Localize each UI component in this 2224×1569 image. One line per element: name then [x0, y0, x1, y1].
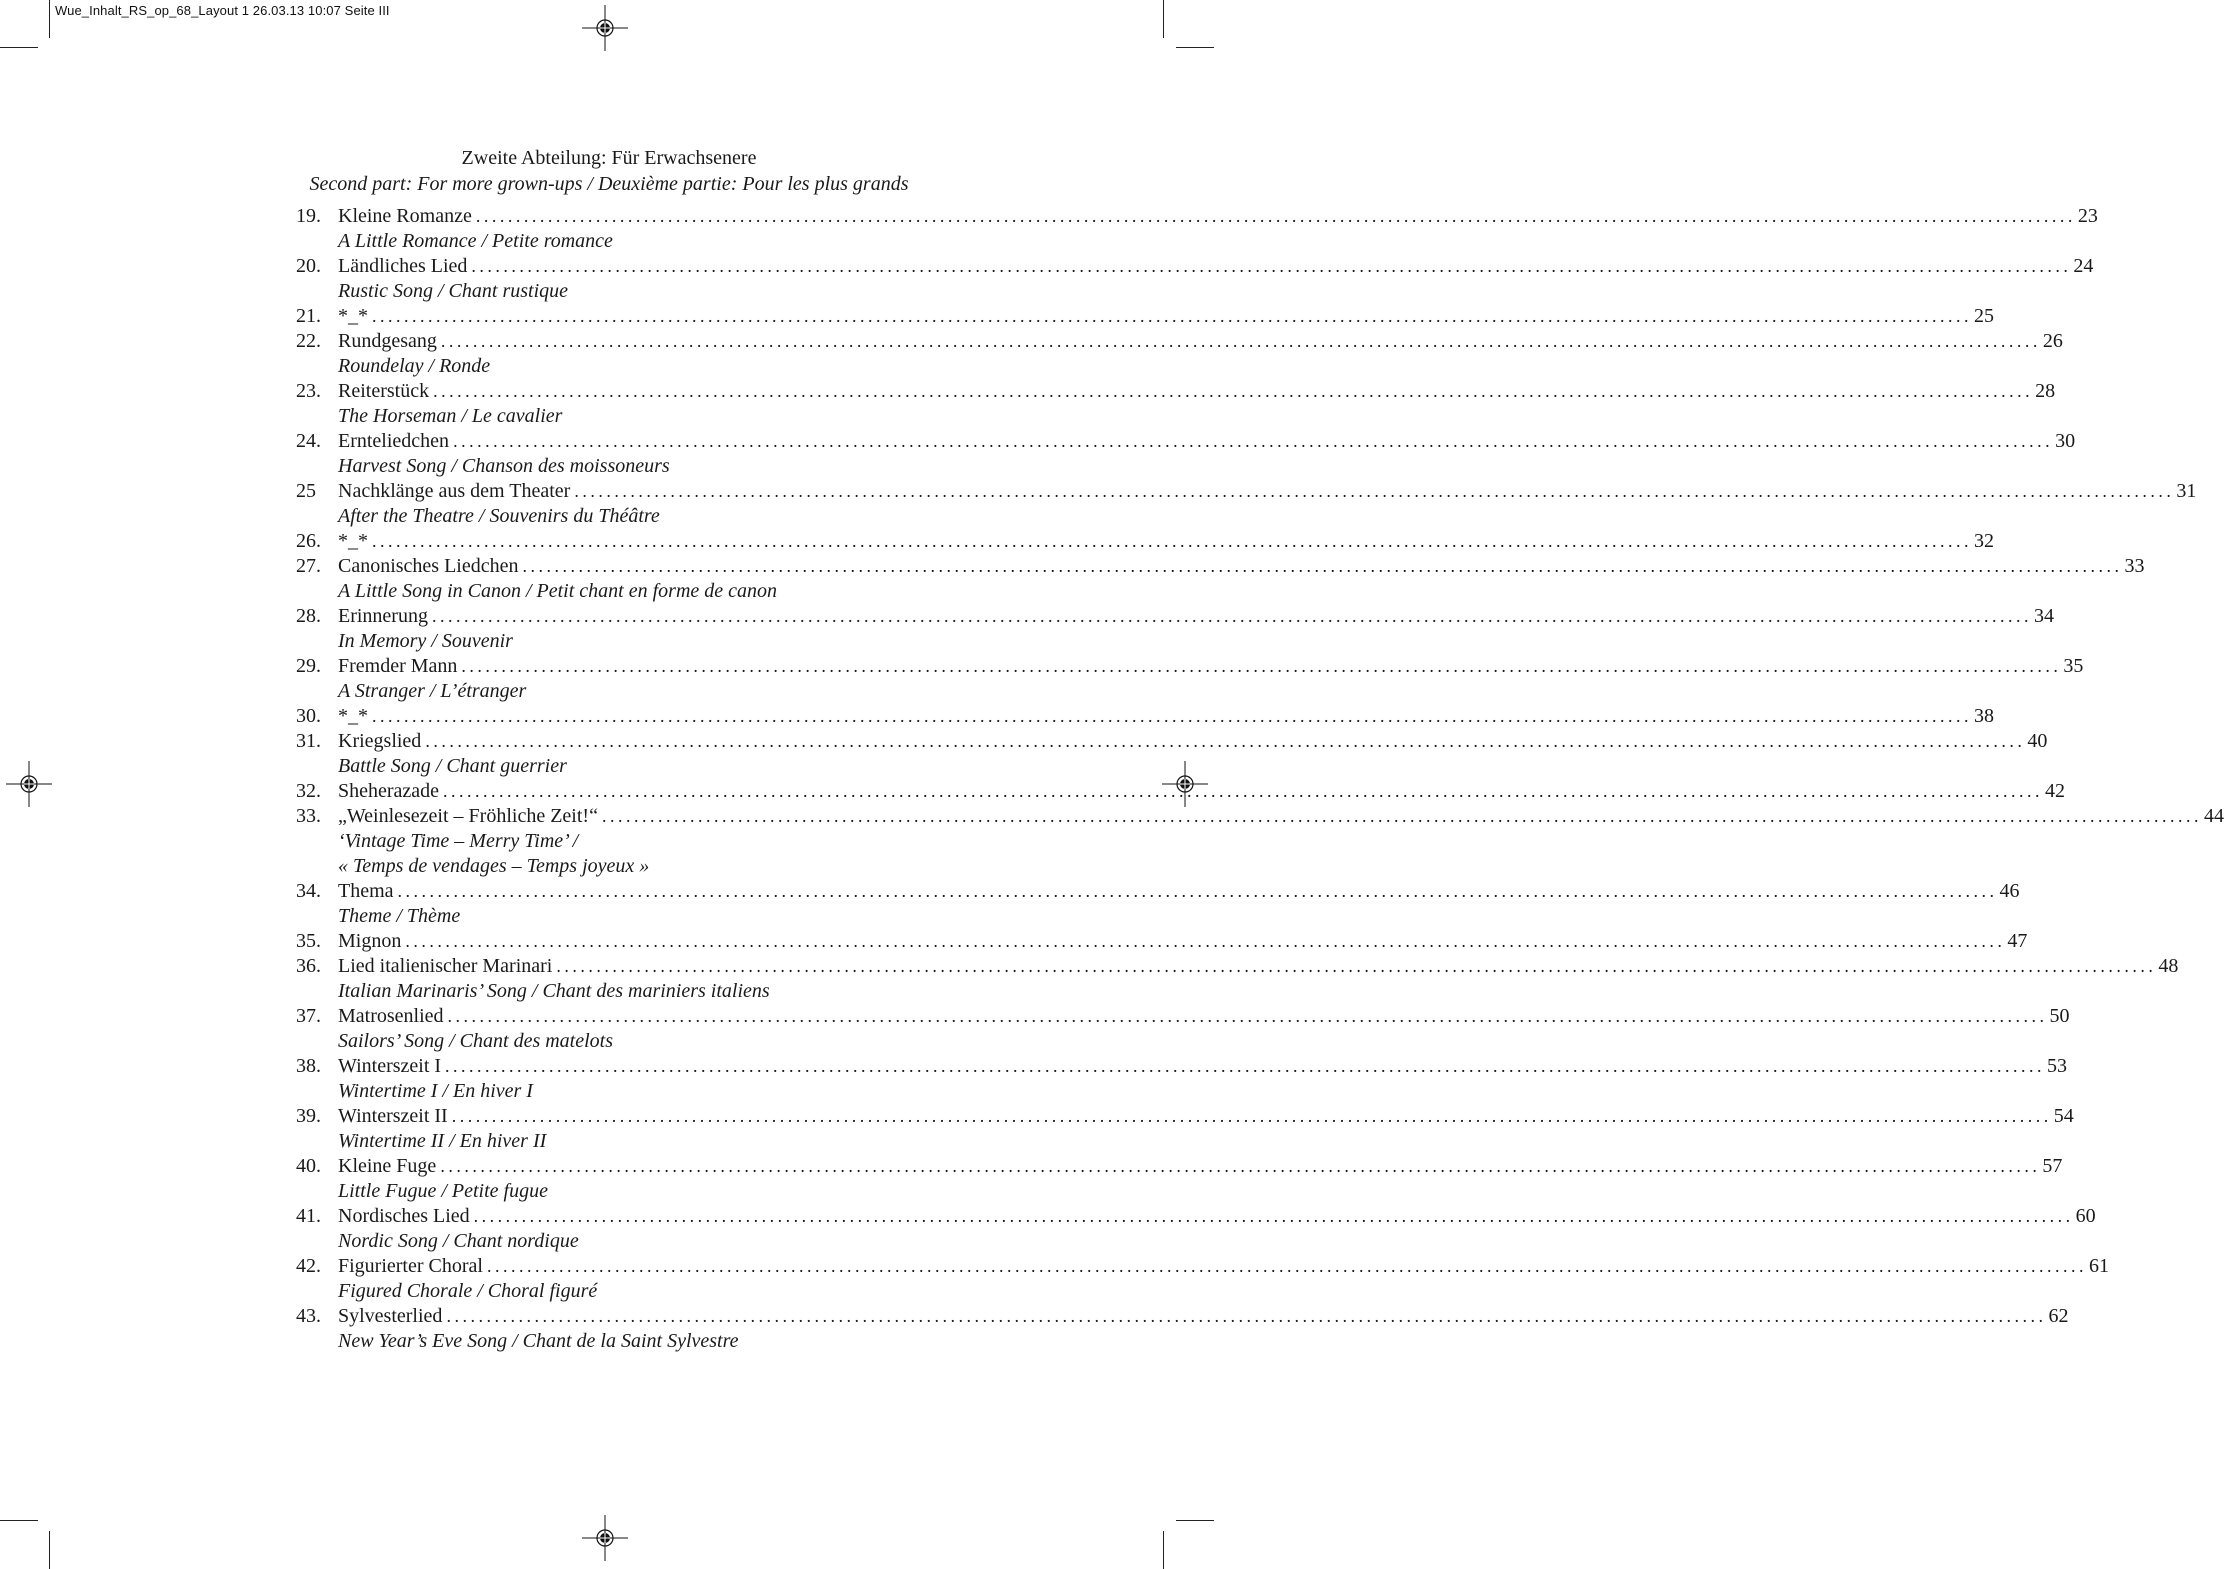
entry-body	[338, 1004, 2070, 1029]
leader-dots: ........................................................................................................................................................................................................	[473, 1206, 2074, 1226]
entry-translation-body	[338, 1029, 922, 1054]
entry-translation: A Little Song in Canon / Petit chant en forme de canon	[338, 580, 778, 602]
entry-number: 26.	[296, 530, 321, 552]
toc-entry	[296, 1154, 2063, 1179]
entry-body	[338, 304, 1994, 329]
entry-title: Sheherazade	[338, 780, 440, 802]
entry-page: 34	[2033, 605, 2054, 627]
entry-translation-body	[338, 1279, 922, 1304]
entry-page: 62	[2048, 1305, 2069, 1327]
toc-entry-translation	[296, 629, 922, 654]
entry-number: 25	[296, 480, 316, 502]
entry-translation-body	[338, 1179, 922, 1204]
entry-title: *_*	[338, 530, 368, 552]
entry-page: 33	[2124, 555, 2145, 577]
entry-title: Matrosenlied	[338, 1005, 444, 1027]
entry-translation-body	[338, 754, 922, 779]
entry-page: 31	[2176, 480, 2197, 502]
entry-translation-body	[338, 1079, 922, 1104]
entry-body	[338, 1254, 2109, 1279]
entry-translation: Wintertime II / En hiver II	[338, 1130, 547, 1152]
entry-body	[338, 1104, 2074, 1129]
entry-translation-body	[338, 854, 922, 879]
entry-translation-body	[338, 1329, 922, 1354]
leader-dots: ........................................................................................................................................................................................................	[443, 781, 2044, 801]
leader-dots: ........................................................................................................................................................................................................	[471, 256, 2072, 276]
toc-entry-translation	[296, 904, 922, 929]
toc-entry	[296, 479, 2197, 504]
toc-entry-translation	[296, 854, 922, 879]
entry-body	[338, 554, 2145, 579]
section-header	[300, 145, 918, 197]
entry-number: 19.	[296, 205, 321, 227]
entry-title: Nordisches Lied	[338, 1205, 470, 1227]
entry-body	[338, 1154, 2063, 1179]
toc-entry-translation	[296, 1179, 922, 1204]
entry-page: 46	[1999, 880, 2020, 902]
entry-translation: A Little Romance / Petite romance	[338, 230, 613, 252]
entry-body	[338, 204, 2098, 229]
entry-number: 40.	[296, 1155, 321, 1177]
leader-dots: ........................................................................................................................................................................................................	[486, 1256, 2087, 1276]
entry-body	[338, 779, 2066, 804]
entry-page: 53	[2047, 1055, 2068, 1077]
entry-translation-body	[338, 979, 922, 1004]
entry-translation: After the Theatre / Souvenirs du Théâtre	[338, 505, 660, 527]
entry-translation: Little Fugue / Petite fugue	[338, 1180, 548, 1202]
entry-body	[338, 804, 2224, 829]
entry-page: 48	[2158, 955, 2179, 977]
entry-body	[338, 1304, 2069, 1329]
crop-mark-top-left-v	[49, 0, 50, 38]
toc-entry-translation	[296, 504, 922, 529]
entry-number: 41.	[296, 1205, 321, 1227]
entry-page: 23	[2077, 205, 2098, 227]
entry-title: Rundgesang	[338, 330, 437, 352]
entry-body	[338, 254, 2094, 279]
entry-body	[338, 329, 2063, 354]
crop-mark-bottom-left-v	[49, 1531, 50, 1569]
entry-title: Winterszeit II	[338, 1105, 448, 1127]
entry-translation: ‘Vintage Time – Merry Time’ /	[338, 830, 579, 852]
registration-mark-bottom-icon	[582, 1515, 628, 1561]
entry-translation: Rustic Song / Chant rustique	[338, 280, 568, 302]
entry-number: 21.	[296, 305, 321, 327]
crop-mark-top-right-h	[1176, 47, 1214, 48]
entry-title: Thema	[338, 880, 394, 902]
leader-dots: ........................................................................................................................................................................................................	[447, 1006, 2048, 1026]
toc-entry	[296, 1104, 2074, 1129]
leader-dots: ........................................................................................................................................................................................................	[445, 1056, 2046, 1076]
entry-body	[338, 529, 1994, 554]
entry-number: 38.	[296, 1055, 321, 1077]
entry-number: 39.	[296, 1105, 321, 1127]
toc-entry-translation	[296, 579, 922, 604]
toc-entry	[296, 779, 2066, 804]
entry-title: Winterszeit I	[338, 1055, 442, 1077]
toc-entry-translation	[296, 1329, 922, 1354]
entry-translation-body	[338, 1229, 922, 1254]
entry-number: 43.	[296, 1305, 321, 1327]
section-title: Zweite Abteilung: Für Erwachsenere	[461, 147, 757, 169]
entry-body	[338, 604, 2054, 629]
entry-title: Sylvesterlied	[338, 1305, 443, 1327]
toc-entry	[296, 304, 1994, 329]
entry-title: Kriegslied	[338, 730, 422, 752]
entry-translation: Italian Marinaris’ Song / Chant des mariniers italiens	[338, 980, 770, 1002]
toc-entry	[296, 804, 2224, 829]
crop-mark-top-right-v	[1163, 0, 1164, 38]
toc-entry	[296, 879, 2020, 904]
toc-entry-translation	[296, 1229, 922, 1254]
entry-title: Kleine Romanze	[338, 205, 472, 227]
entry-number: 23.	[296, 380, 321, 402]
leader-dots: ........................................................................................................................................................................................................	[405, 931, 2006, 951]
toc-entry	[296, 254, 2094, 279]
entry-number: 28.	[296, 605, 321, 627]
toc-entry	[296, 529, 1994, 554]
toc-entry	[296, 654, 2084, 679]
section-subtitle: Second part: For more grown-ups / Deuxième partie: Pour les plus grands	[309, 173, 909, 195]
entry-number: 29.	[296, 655, 321, 677]
entry-translation: New Year’s Eve Song / Chant de la Saint Sylvestre	[338, 1330, 739, 1352]
entry-number: 33.	[296, 805, 321, 827]
entry-title: Nachklänge aus dem Theater	[338, 480, 571, 502]
entry-page: 54	[2053, 1105, 2074, 1127]
entry-number: 24.	[296, 430, 321, 452]
entry-page: 47	[2007, 930, 2028, 952]
entry-page: 32	[1974, 530, 1994, 552]
entry-page: 38	[1974, 705, 1994, 727]
leader-dots: ........................................................................................................................................................................................................	[461, 656, 2062, 676]
toc-entry-translation	[296, 404, 922, 429]
entry-translation-body	[338, 229, 922, 254]
entry-translation-body	[338, 629, 922, 654]
toc-entry-translation	[296, 1029, 922, 1054]
entry-body	[338, 654, 2084, 679]
entry-translation: The Horseman / Le cavalier	[338, 405, 563, 427]
entry-translation: Theme / Thème	[338, 905, 461, 927]
entry-translation-body	[338, 454, 922, 479]
toc-entry-translation	[296, 979, 922, 1004]
leader-dots: ........................................................................................................................................................................................................	[431, 606, 2032, 626]
toc-entry-translation	[296, 829, 922, 854]
entry-title: *_*	[338, 305, 368, 327]
toc-entry	[296, 429, 2076, 454]
entry-number: 37.	[296, 1005, 321, 1027]
entry-page: 35	[2063, 655, 2084, 677]
toc-entry	[296, 1204, 2096, 1229]
toc-entry	[296, 729, 2048, 754]
entry-page: 28	[2035, 380, 2056, 402]
leader-dots: ........................................................................................................................................................................................................	[601, 806, 2202, 826]
toc-entry	[296, 1304, 2069, 1329]
toc-entry	[296, 379, 2056, 404]
entry-page: 30	[2055, 430, 2076, 452]
toc-entry	[296, 554, 2145, 579]
toc-entry-translation	[296, 754, 922, 779]
entry-number: 42.	[296, 1255, 321, 1277]
leader-dots: ........................................................................................................................................................................................................	[433, 381, 2034, 401]
registration-mark-left-icon	[6, 761, 52, 807]
entry-title: Ländliches Lied	[338, 255, 468, 277]
entry-number: 20.	[296, 255, 321, 277]
leader-dots: ........................................................................................................................................................................................................	[372, 531, 1972, 551]
entry-page: 44	[2203, 805, 2224, 827]
registration-mark-top-icon	[582, 5, 628, 51]
entry-translation-body	[338, 279, 922, 304]
entry-title: Canonisches Liedchen	[338, 555, 519, 577]
leader-dots: ........................................................................................................................................................................................................	[451, 1106, 2052, 1126]
leader-dots: ........................................................................................................................................................................................................	[425, 731, 2026, 751]
leader-dots: ........................................................................................................................................................................................................	[556, 956, 2157, 976]
entry-translation: Wintertime I / En hiver I	[338, 1080, 533, 1102]
entry-page: 42	[2045, 780, 2066, 802]
toc-entry-translation	[296, 1129, 922, 1154]
entry-translation: Roundelay / Ronde	[338, 355, 491, 377]
toc-entry	[296, 954, 2179, 979]
leader-dots: ........................................................................................................................................................................................................	[453, 431, 2054, 451]
entry-page: 24	[2073, 255, 2094, 277]
entry-page: 57	[2042, 1155, 2063, 1177]
entry-body	[338, 704, 1994, 729]
entry-translation-body	[338, 904, 922, 929]
toc-entry	[296, 1254, 2109, 1279]
entry-title: Reiterstück	[338, 380, 430, 402]
entry-body	[338, 929, 2028, 954]
entry-translation: A Stranger / L’étranger	[338, 680, 527, 702]
entry-title: Erinnerung	[338, 605, 428, 627]
entry-number: 35.	[296, 930, 321, 952]
entry-translation-body	[338, 354, 922, 379]
entry-number: 34.	[296, 880, 321, 902]
entry-translation-body	[338, 679, 922, 704]
entry-translation: In Memory / Souvenir	[338, 630, 513, 652]
toc-entry	[296, 929, 2028, 954]
entry-number: 31.	[296, 730, 321, 752]
entry-page: 40	[2027, 730, 2048, 752]
entry-body	[338, 879, 2020, 904]
toc-entry-translation	[296, 454, 922, 479]
entry-body	[338, 379, 2056, 404]
entry-body	[338, 1054, 2068, 1079]
toc-entry	[296, 329, 2063, 354]
entry-title: *_*	[338, 705, 368, 727]
leader-dots: ........................................................................................................................................................................................................	[574, 481, 2175, 501]
toc-entry-translation	[296, 1279, 922, 1304]
entry-translation: « Temps de vendages – Temps joyeux »	[338, 855, 650, 877]
entry-translation: Nordic Song / Chant nordique	[338, 1230, 579, 1252]
entry-number: 27.	[296, 555, 321, 577]
entry-title: Mignon	[338, 930, 402, 952]
toc-entry	[296, 1054, 2068, 1079]
toc-entry-translation	[296, 279, 922, 304]
toc-entry-translation	[296, 1079, 922, 1104]
entry-body	[338, 1204, 2096, 1229]
toc-entry	[296, 704, 1994, 729]
leader-dots: ........................................................................................................................................................................................................	[440, 1156, 2041, 1176]
leader-dots: ........................................................................................................................................................................................................	[397, 881, 1998, 901]
leader-dots: ........................................................................................................................................................................................................	[440, 331, 2041, 351]
toc-entry	[296, 1004, 2070, 1029]
entry-number: 22.	[296, 330, 321, 352]
entry-page: 26	[2042, 330, 2063, 352]
crop-mark-bottom-right-v	[1163, 1531, 1164, 1569]
entry-page: 25	[1974, 305, 1994, 327]
entry-translation-body	[338, 579, 922, 604]
leader-dots: ........................................................................................................................................................................................................	[372, 306, 1972, 326]
crop-mark-bottom-right-h	[1176, 1520, 1214, 1521]
entry-page: 50	[2049, 1005, 2070, 1027]
entry-translation: Figured Chorale / Choral figuré	[338, 1280, 598, 1302]
entry-title: Lied italienischer Marinari	[338, 955, 553, 977]
entry-title: Fremder Mann	[338, 655, 458, 677]
entry-title: Ernteliedchen	[338, 430, 450, 452]
entry-title: Figurierter Choral	[338, 1255, 483, 1277]
leader-dots: ........................................................................................................................................................................................................	[372, 706, 1972, 726]
print-slug: Wue_Inhalt_RS_op_68_Layout 1 26.03.13 10:07 Seite III	[55, 3, 390, 18]
entry-translation-body	[338, 404, 922, 429]
entry-number: 36.	[296, 955, 321, 977]
entry-translation-body	[338, 829, 922, 854]
entry-page: 60	[2075, 1205, 2096, 1227]
entry-title: „Weinlesezeit – Fröhliche Zeit!“	[338, 805, 598, 827]
entry-body	[338, 479, 2197, 504]
toc-entry-translation	[296, 679, 922, 704]
entry-translation: Battle Song / Chant guerrier	[338, 755, 567, 777]
table-of-contents	[296, 204, 2224, 1354]
entry-body	[338, 729, 2048, 754]
entry-title: Kleine Fuge	[338, 1155, 437, 1177]
entry-body	[338, 954, 2179, 979]
entry-translation: Sailors’ Song / Chant des matelots	[338, 1030, 614, 1052]
toc-entry-translation	[296, 229, 922, 254]
entry-body	[338, 429, 2076, 454]
crop-mark-top-left-h	[0, 47, 38, 48]
entry-page: 61	[2088, 1255, 2109, 1277]
entry-number: 30.	[296, 705, 321, 727]
entry-translation-body	[338, 504, 922, 529]
toc-entry	[296, 604, 2054, 629]
entry-number: 32.	[296, 780, 321, 802]
crop-mark-bottom-left-h	[0, 1520, 38, 1521]
leader-dots: ........................................................................................................................................................................................................	[446, 1306, 2047, 1326]
leader-dots: ........................................................................................................................................................................................................	[522, 556, 2123, 576]
leader-dots: ........................................................................................................................................................................................................	[475, 206, 2076, 226]
entry-translation: Harvest Song / Chanson des moissoneurs	[338, 455, 670, 477]
toc-entry	[296, 204, 2098, 229]
entry-translation-body	[338, 1129, 922, 1154]
toc-entry-translation	[296, 354, 922, 379]
